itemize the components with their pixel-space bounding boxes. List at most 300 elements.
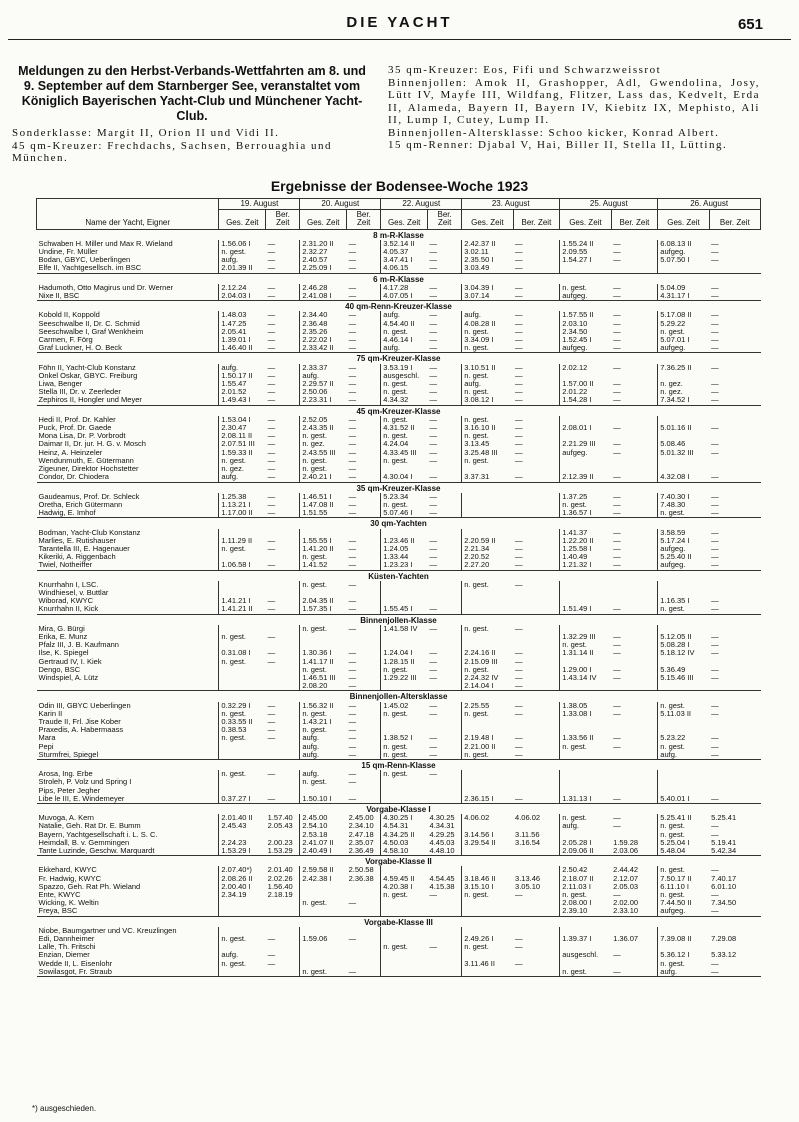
calc-time-cell: — bbox=[348, 424, 357, 433]
total-time-cell: 7.48.30 bbox=[658, 501, 709, 509]
table-row bbox=[37, 529, 761, 537]
total-time-cell bbox=[462, 597, 513, 605]
calc-time-cell: — bbox=[613, 440, 621, 449]
calc-time-cell: — bbox=[429, 500, 438, 509]
calc-time-cell: — bbox=[429, 701, 438, 710]
calc-time-cell: — bbox=[267, 709, 276, 718]
calc-time-cell: — bbox=[429, 336, 438, 345]
total-time-cell: 1.51.49 I bbox=[560, 605, 611, 614]
total-time-cell: 2.29.57 II bbox=[300, 380, 347, 388]
total-time-cell: 1.47.25 bbox=[219, 320, 266, 328]
calc-time-cell: 2.18.19 bbox=[267, 891, 293, 900]
calc-time-cell: — bbox=[429, 657, 438, 666]
gesamt-zeit-header: Ges. Zeit bbox=[300, 210, 347, 229]
calc-time-cell: — bbox=[267, 256, 276, 265]
calc-time-cell: — bbox=[709, 473, 760, 482]
calc-time-cell: — bbox=[611, 344, 658, 353]
calc-time-cell bbox=[611, 416, 658, 424]
total-time-cell: 1.31.14 II bbox=[560, 649, 611, 657]
calc-time-cell: — bbox=[348, 432, 357, 441]
calc-time-cell: — bbox=[515, 363, 523, 372]
calc-time-cell: 3.13.46 bbox=[515, 874, 541, 883]
total-time-cell bbox=[462, 726, 513, 734]
total-time-cell: 5.25.04 I bbox=[658, 839, 709, 847]
total-time-cell: 1.33.08 I bbox=[560, 710, 611, 718]
total-time-cell: 5.23.34 bbox=[381, 493, 428, 501]
total-time-cell: 2.33.37 bbox=[300, 364, 347, 372]
yacht-name-cell: Libe le III, E. Windemeyer bbox=[37, 795, 219, 804]
total-time-cell: 2.42.37 II bbox=[462, 240, 513, 248]
total-time-cell bbox=[381, 927, 428, 935]
table-row bbox=[37, 248, 761, 256]
total-time-cell: 3.52.14 II bbox=[381, 240, 428, 248]
calc-time-cell: — bbox=[348, 327, 357, 336]
total-time-cell: 7.34.52 I bbox=[658, 396, 709, 405]
calc-time-cell: — bbox=[348, 465, 357, 474]
table-row bbox=[37, 891, 761, 899]
calc-time-cell: — bbox=[348, 657, 357, 666]
total-time-cell: 2.02.12 bbox=[560, 364, 611, 372]
total-time-cell: 5.36.49 bbox=[658, 666, 709, 674]
total-time-cell: 1.55.45 I bbox=[381, 605, 428, 614]
total-time-cell: n. gest. bbox=[219, 734, 266, 742]
total-time-cell: 5.04.09 bbox=[658, 284, 709, 292]
calc-time-cell: — bbox=[266, 473, 300, 482]
calc-time-cell bbox=[428, 927, 462, 935]
yacht-name-cell: Stella III, Dr. v. Zeerleder bbox=[38, 388, 121, 397]
yacht-name-cell: Praxedis, A. Habermaass bbox=[38, 726, 124, 735]
total-time-cell: n. gest. bbox=[658, 891, 709, 899]
total-time-cell: 5.25.41 II bbox=[658, 814, 709, 822]
total-time-cell: 2.40.57 bbox=[300, 256, 347, 264]
calc-time-cell: — bbox=[711, 544, 719, 553]
total-time-cell bbox=[560, 718, 611, 726]
total-time-cell bbox=[560, 787, 611, 795]
yacht-name-cell: Bodman, Yacht-Club Konstanz bbox=[38, 528, 141, 537]
calc-time-cell: — bbox=[429, 283, 438, 292]
total-time-cell: n. gest. bbox=[219, 770, 266, 778]
calc-time-cell bbox=[428, 866, 462, 874]
total-time-cell: 7.44.50 II bbox=[658, 899, 709, 907]
calc-time-cell: — bbox=[711, 327, 719, 336]
yacht-name-cell: Zigeuner, Direktor Hochstetter bbox=[38, 465, 139, 474]
calc-time-cell: — bbox=[267, 239, 276, 248]
calc-time-cell: — bbox=[348, 544, 357, 553]
total-time-cell bbox=[462, 968, 513, 977]
calc-time-cell bbox=[428, 465, 462, 473]
yacht-name-cell: Natalie, Geh. Rat Dr. E. Bumm bbox=[38, 822, 141, 831]
calc-time-cell: — bbox=[711, 388, 719, 397]
total-time-cell bbox=[462, 641, 513, 649]
calc-time-cell: 4.48.10 bbox=[428, 847, 462, 856]
calc-time-cell: — bbox=[613, 632, 621, 641]
total-time-cell bbox=[219, 943, 266, 951]
table-row bbox=[37, 734, 761, 742]
total-time-cell: 1.55.24 II bbox=[560, 240, 611, 248]
calc-time-cell bbox=[709, 778, 760, 786]
class-heading: 75 qm-Kreuzer-Klasse bbox=[356, 354, 441, 364]
table-row bbox=[37, 605, 761, 614]
calc-time-cell bbox=[709, 770, 760, 778]
total-time-cell: 1.49.43 I bbox=[219, 396, 266, 405]
calc-time-cell: — bbox=[348, 500, 357, 509]
total-time-cell: 1.28.15 II bbox=[381, 658, 428, 666]
total-time-cell: 2.20.52 bbox=[462, 553, 513, 561]
yacht-name-cell: Niobe, Baumgartner und VC. Kreuzlingen bbox=[38, 926, 177, 935]
table-row bbox=[37, 292, 761, 301]
calc-time-cell: — bbox=[515, 440, 523, 449]
calc-time-cell: — bbox=[613, 734, 621, 743]
total-time-cell: 2.24.32 IV bbox=[462, 674, 513, 682]
total-time-cell bbox=[658, 372, 709, 380]
total-time-cell: 1.37.25 bbox=[560, 493, 611, 501]
total-time-cell: 2.52.05 bbox=[300, 416, 347, 424]
calc-time-cell: — bbox=[515, 283, 523, 292]
calc-time-cell: 1.57.40 bbox=[267, 814, 293, 823]
calc-time-cell: — bbox=[613, 641, 621, 650]
calc-time-cell: — bbox=[711, 336, 719, 345]
total-time-cell: n. gest. bbox=[381, 328, 428, 336]
calc-time-cell: — bbox=[613, 311, 621, 320]
calc-time-cell: 2.05.03 bbox=[613, 882, 639, 891]
total-time-cell: 5.36.12 I bbox=[658, 951, 709, 959]
calc-time-cell: 3.16.54 bbox=[515, 838, 541, 847]
total-time-cell: 2.24.16 II bbox=[462, 649, 513, 657]
total-time-cell bbox=[560, 432, 611, 440]
calc-time-cell: — bbox=[429, 742, 438, 751]
calc-time-cell: — bbox=[267, 536, 276, 545]
total-time-cell bbox=[300, 960, 347, 968]
calc-time-cell: — bbox=[515, 649, 523, 658]
calc-time-cell bbox=[266, 674, 300, 682]
table-row bbox=[37, 561, 761, 570]
total-time-cell: 2.25.55 bbox=[462, 702, 513, 710]
total-time-cell bbox=[381, 968, 428, 977]
yacht-name-cell: Nixe II, BSC bbox=[37, 292, 219, 301]
calc-time-cell: — bbox=[348, 935, 357, 944]
total-time-cell bbox=[381, 597, 428, 605]
calc-time-cell: — bbox=[711, 597, 719, 606]
yacht-name-cell: Pips, Peter Jegher bbox=[38, 786, 101, 795]
gesamt-zeit-header: Ges. Zeit bbox=[560, 210, 611, 229]
total-time-cell bbox=[300, 907, 347, 916]
gesamt-zeit-header: Ges. Zeit bbox=[219, 210, 266, 229]
calc-time-cell: — bbox=[515, 336, 523, 345]
total-time-cell: n. gest. bbox=[219, 935, 266, 943]
total-time-cell: 2.34.19 bbox=[219, 891, 266, 899]
total-time-cell: aufg. bbox=[300, 743, 347, 751]
total-time-cell: 1.30.36 I bbox=[300, 649, 347, 657]
total-time-cell bbox=[381, 529, 428, 537]
calc-time-cell: — bbox=[515, 371, 523, 380]
calc-time-cell bbox=[611, 751, 658, 760]
total-time-cell: n. gest. bbox=[462, 625, 513, 633]
table-row bbox=[37, 509, 761, 518]
calc-time-cell: — bbox=[429, 665, 438, 674]
table-row bbox=[37, 424, 761, 432]
calc-time-cell: — bbox=[711, 742, 719, 751]
calc-time-cell: — bbox=[266, 795, 300, 804]
table-row bbox=[37, 951, 761, 959]
table-row bbox=[37, 682, 761, 691]
calc-time-cell bbox=[709, 726, 760, 734]
calc-time-cell: — bbox=[711, 283, 719, 292]
calc-time-cell: — bbox=[267, 734, 276, 743]
total-time-cell bbox=[658, 432, 709, 440]
total-time-cell: 2.35.26 bbox=[300, 328, 347, 336]
total-time-cell: 5.23.22 bbox=[658, 734, 709, 742]
calc-time-cell: — bbox=[429, 239, 438, 248]
calc-time-cell: — bbox=[613, 649, 621, 658]
total-time-cell: 3.14.56 I bbox=[462, 831, 513, 839]
calc-time-cell: — bbox=[428, 292, 462, 301]
calc-time-cell bbox=[513, 770, 560, 778]
calc-time-cell: — bbox=[267, 424, 276, 433]
calc-time-cell: — bbox=[348, 440, 357, 449]
calc-time-cell bbox=[611, 682, 658, 691]
total-time-cell: n. gest. bbox=[381, 501, 428, 509]
yacht-name-cell: Puck, Prof. Dr. Gaede bbox=[38, 424, 112, 433]
calc-time-cell: — bbox=[513, 561, 560, 570]
berechnete-zeit-header: Ber. Zeit bbox=[428, 210, 462, 229]
calc-time-cell bbox=[611, 726, 658, 734]
yacht-name-cell: Knurrhahn II, Kick bbox=[37, 605, 219, 614]
total-time-cell: 4.31.52 II bbox=[381, 424, 428, 432]
total-time-cell: n. gest. bbox=[300, 666, 347, 674]
calc-time-cell: — bbox=[515, 432, 523, 441]
calc-time-cell: — bbox=[348, 336, 357, 345]
calc-time-cell bbox=[709, 718, 760, 726]
total-time-cell: 2.01.39 II bbox=[219, 264, 266, 273]
total-time-cell: n. gest. bbox=[381, 432, 428, 440]
calc-time-cell: — bbox=[347, 509, 381, 518]
total-time-cell: n. gest. bbox=[300, 710, 347, 718]
total-time-cell: 1.46.40 II bbox=[219, 344, 266, 353]
calc-time-cell: — bbox=[348, 742, 357, 751]
table-row bbox=[37, 968, 761, 977]
total-time-cell: 5.15.46 III bbox=[658, 674, 709, 682]
table-row bbox=[37, 899, 761, 907]
table-row bbox=[37, 907, 761, 916]
calc-time-cell bbox=[428, 968, 462, 977]
total-time-cell: 5.29.22 bbox=[658, 320, 709, 328]
table-row bbox=[37, 770, 761, 778]
yacht-name-cell: Gaudeamus, Prof. Dr. Schleck bbox=[38, 492, 140, 501]
total-time-cell: 2.03.10 bbox=[560, 320, 611, 328]
total-time-cell: 2.15.09 III bbox=[462, 658, 513, 666]
calc-time-cell: — bbox=[613, 673, 621, 682]
total-time-cell bbox=[560, 927, 611, 935]
yacht-name-cell: Muvoga, A. Kern bbox=[38, 814, 94, 823]
total-time-cell bbox=[560, 778, 611, 786]
calc-time-cell: — bbox=[711, 363, 719, 372]
total-time-cell: 1.50.10 I bbox=[300, 795, 347, 804]
total-time-cell: 1.31.13 I bbox=[560, 795, 611, 804]
calc-time-cell: — bbox=[711, 256, 719, 265]
calc-time-cell: — bbox=[611, 795, 658, 804]
calc-time-cell: 4.30.25 bbox=[429, 814, 455, 823]
total-time-cell: 1.46.51 I bbox=[300, 493, 347, 501]
table-row bbox=[37, 545, 761, 553]
calc-time-cell: — bbox=[348, 456, 357, 465]
total-time-cell: 4.54.31 bbox=[381, 822, 428, 830]
total-time-cell bbox=[462, 509, 513, 518]
page-number: 651 bbox=[737, 16, 763, 33]
yacht-name-cell: Wendunmuth, E. Gütermann bbox=[38, 456, 134, 465]
yacht-name-cell: Condor, Dr. Chiodera bbox=[37, 473, 219, 482]
calc-time-cell: — bbox=[515, 256, 523, 265]
class-heading: Küsten-Yachten bbox=[368, 571, 429, 581]
total-time-cell: 2.21.00 II bbox=[462, 743, 513, 751]
calc-time-cell: — bbox=[611, 509, 658, 518]
table-row bbox=[37, 787, 761, 795]
calc-time-cell: — bbox=[709, 561, 760, 570]
calc-time-cell bbox=[266, 529, 300, 537]
yacht-name-cell: Bodan, GBYC, Ueberlingen bbox=[38, 256, 131, 265]
yacht-name-cell: Erika, E. Munz bbox=[38, 632, 88, 641]
total-time-cell: n. gest. bbox=[381, 770, 428, 778]
class-heading-row bbox=[37, 301, 761, 312]
total-time-cell: 2.20.59 II bbox=[462, 537, 513, 545]
calc-time-cell: — bbox=[348, 283, 357, 292]
calc-time-cell: — bbox=[429, 492, 438, 501]
calc-time-cell: — bbox=[515, 553, 523, 562]
calc-time-cell: — bbox=[266, 561, 300, 570]
total-time-cell: 1.47.08 II bbox=[300, 501, 347, 509]
total-time-cell bbox=[462, 927, 513, 935]
calc-time-cell: — bbox=[613, 814, 621, 823]
calc-time-cell: — bbox=[515, 742, 523, 751]
calc-time-cell bbox=[347, 883, 381, 891]
total-time-cell bbox=[381, 633, 428, 641]
total-time-cell: 2.32.27 bbox=[300, 248, 347, 256]
calc-time-cell: — bbox=[266, 396, 300, 405]
calc-time-cell: — bbox=[266, 264, 300, 273]
calc-time-cell: — bbox=[348, 717, 357, 726]
total-time-cell: n. gez. bbox=[658, 388, 709, 396]
notice-heading: Meldungen zu den Herbst-Verbands-Wettfahrten am 8. und 9. September auf dem Starnberger See, veranstaltet vom Königlich Bayerischen Yacht-Club und Münchener Yacht-Club. bbox=[18, 64, 366, 123]
calc-time-cell bbox=[428, 899, 462, 907]
yacht-name-cell: Ekkehard, KWYC bbox=[38, 866, 97, 875]
notice-line: Binnenjollen-Altersklasse: Schoo kicker, Konrad Albert. bbox=[388, 126, 720, 139]
calc-time-cell: 2.05.43 bbox=[267, 822, 293, 831]
total-time-cell: n. gest. bbox=[462, 943, 513, 951]
calc-time-cell bbox=[709, 264, 760, 273]
total-time-cell: n. gest. bbox=[300, 899, 347, 907]
calc-time-cell: — bbox=[347, 344, 381, 353]
total-time-cell: 2.00.40 I bbox=[219, 883, 266, 891]
total-time-cell: 1.40.49 bbox=[560, 553, 611, 561]
calc-time-cell: — bbox=[711, 424, 719, 433]
total-time-cell: 5.11.03 II bbox=[658, 710, 709, 718]
total-time-cell: 1.21.32 I bbox=[560, 561, 611, 570]
table-row bbox=[37, 943, 761, 951]
total-time-cell bbox=[300, 641, 347, 649]
yacht-name-cell: Zephiros II, Hongler und Meyer bbox=[37, 396, 219, 405]
yacht-name-cell: Sowilasgot, Fr. Straub bbox=[37, 968, 219, 977]
yacht-name-cell: Wicking, K. Weltin bbox=[38, 899, 99, 908]
total-time-cell: aufg. bbox=[300, 372, 347, 380]
total-time-cell: n. gest. bbox=[300, 581, 347, 589]
calc-time-cell: — bbox=[513, 396, 560, 405]
yacht-name-cell: Karin II bbox=[38, 709, 63, 718]
table-row bbox=[37, 256, 761, 264]
total-time-cell: 2.33.42 II bbox=[300, 344, 347, 353]
calc-time-cell: — bbox=[515, 448, 523, 457]
calc-time-cell: — bbox=[613, 363, 621, 372]
total-time-cell bbox=[219, 751, 266, 760]
total-time-cell: 2.43.55 III bbox=[300, 449, 347, 457]
total-time-cell: n. gest. bbox=[658, 328, 709, 336]
calc-time-cell bbox=[611, 581, 658, 589]
total-time-cell bbox=[381, 465, 428, 473]
calc-time-cell bbox=[428, 726, 462, 734]
calc-time-cell: 4.54.45 bbox=[429, 874, 455, 883]
calc-time-cell bbox=[266, 968, 300, 977]
total-time-cell: 1.52.45 I bbox=[560, 336, 611, 344]
day-header: 22. August bbox=[381, 199, 462, 210]
calc-time-cell: — bbox=[709, 396, 760, 405]
total-time-cell: 0.38.53 bbox=[219, 726, 266, 734]
total-time-cell: 2.59.58 II bbox=[300, 866, 347, 874]
total-time-cell: 5.07.50 I bbox=[658, 256, 709, 264]
calc-time-cell: — bbox=[613, 536, 621, 545]
total-time-cell: 2.07.40*) bbox=[219, 866, 266, 874]
total-time-cell: aufg. bbox=[219, 951, 266, 959]
total-time-cell: n. gest. bbox=[300, 457, 347, 465]
calc-time-cell: — bbox=[429, 415, 438, 424]
total-time-cell: 3.07.14 bbox=[462, 292, 513, 301]
calc-time-cell: 2.36.38 bbox=[348, 874, 374, 883]
calc-time-cell bbox=[611, 658, 658, 666]
yacht-name-cell: Schwaben H. Miller und Max R. Wieland bbox=[38, 239, 173, 248]
calc-time-cell bbox=[428, 951, 462, 959]
total-time-cell: 3.18.46 II bbox=[462, 875, 513, 883]
total-time-cell: 3.13.45 bbox=[462, 440, 513, 448]
calc-time-cell: — bbox=[267, 649, 276, 658]
calc-time-cell bbox=[428, 787, 462, 795]
total-time-cell: 1.54.28 I bbox=[560, 396, 611, 405]
total-time-cell: 1.56.32 II bbox=[300, 702, 347, 710]
total-time-cell: 4.05.37 bbox=[381, 248, 428, 256]
total-time-cell: n. gest. bbox=[560, 814, 611, 822]
total-time-cell: 2.35.50 I bbox=[462, 256, 513, 264]
results-table-header bbox=[37, 199, 761, 230]
total-time-cell: 1.54.27 I bbox=[560, 256, 611, 264]
table-row bbox=[37, 264, 761, 273]
class-heading: 45 qm-Kreuzer-Klasse bbox=[356, 406, 441, 416]
calc-time-cell: — bbox=[348, 363, 357, 372]
total-time-cell bbox=[381, 907, 428, 916]
calc-time-cell bbox=[513, 927, 560, 935]
class-heading: Vorgabe-Klasse III bbox=[364, 917, 433, 927]
total-time-cell: n. gest. bbox=[381, 388, 428, 396]
calc-time-cell: — bbox=[428, 561, 462, 570]
total-time-cell bbox=[381, 960, 428, 968]
calc-time-cell bbox=[513, 501, 560, 509]
calc-time-cell: — bbox=[429, 544, 438, 553]
calc-time-cell: — bbox=[348, 380, 357, 389]
total-time-cell bbox=[462, 907, 513, 916]
total-time-cell: aufgeg. bbox=[560, 292, 611, 301]
class-heading-row bbox=[37, 570, 761, 581]
calc-time-cell: — bbox=[515, 248, 523, 257]
total-time-cell: 7.40.30 I bbox=[658, 493, 709, 501]
total-time-cell bbox=[300, 951, 347, 959]
yacht-name-cell: Hedi II, Prof. Dr. Kahler bbox=[38, 415, 116, 424]
calc-time-cell: — bbox=[267, 544, 276, 553]
total-time-cell: 3.02.11 bbox=[462, 248, 513, 256]
